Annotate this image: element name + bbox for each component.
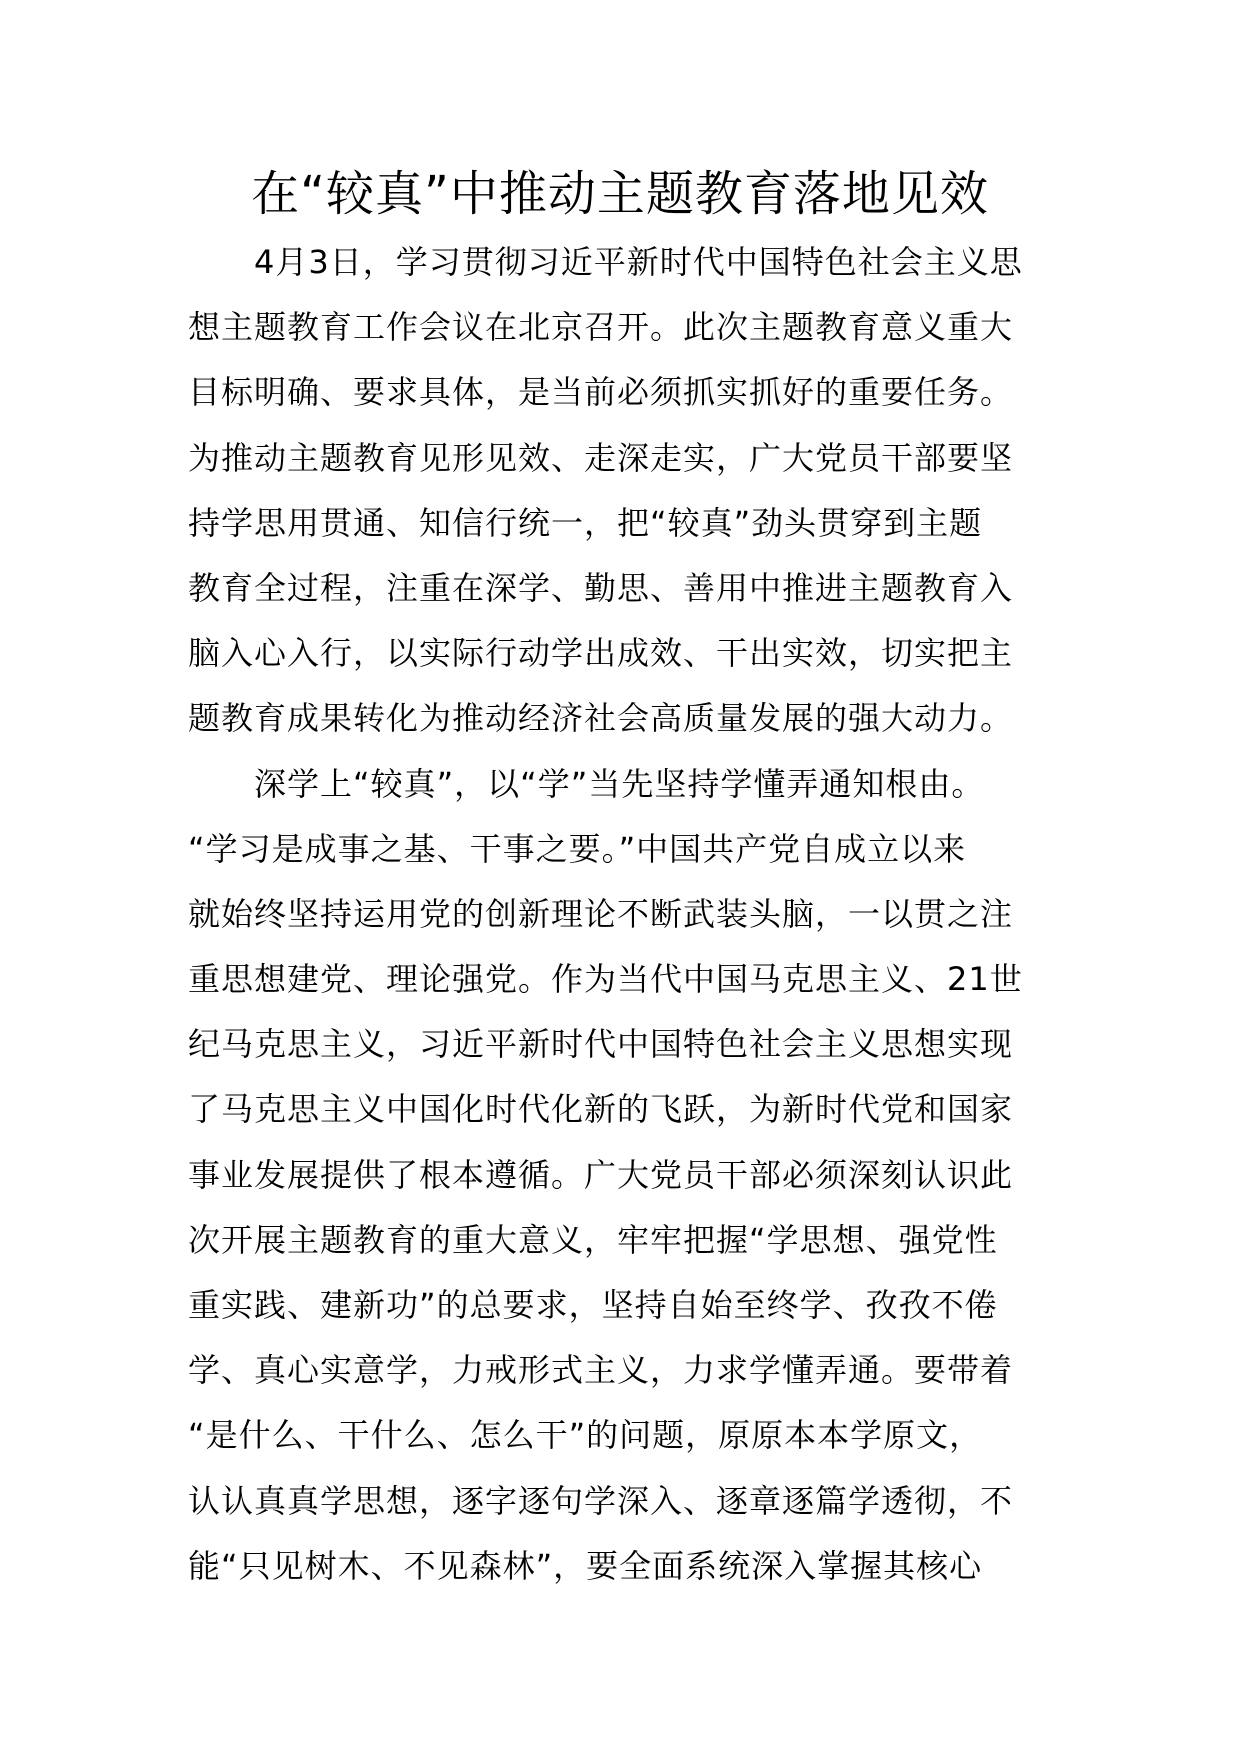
text-line: 题教育成果转化为推动经济社会高质量发展的强大动力。: [188, 699, 1014, 738]
text-line: “学习是成事之基、干事之要。”中国共产党自成立以来: [188, 829, 967, 868]
text-line: 了马克思主义中国化时代化新的飞跃，为新时代党和国家: [188, 1090, 1014, 1129]
text-line: 事业发展提供了根本遵循。广大党员干部必须深刻认识此: [188, 1155, 1014, 1194]
paragraph-1: [188, 230, 1068, 752]
text-line: 持学思用贯通、知信行统一，把“较真”劲头贯穿到主题: [188, 503, 983, 542]
text-line: 深学上“较真”，以“学”当先坚持学懂弄通知根由。: [254, 764, 985, 803]
text-line: 重思想建党、理论强党。作为当代中国马克思主义、21世: [188, 960, 1023, 999]
text-line: 想主题教育工作会议在北京召开。此次主题教育意义重大: [188, 308, 1014, 347]
text-line: 重实践、建新功”的总要求，坚持自始至终学、孜孜不倦: [188, 1286, 998, 1324]
text-line: 脑入心入行，以实际行动学出成效、干出实效，切实把主: [188, 634, 1014, 673]
paragraph-2: [188, 752, 1068, 1599]
document-title: 在“较真”中推动主题教育落地见效: [251, 166, 989, 222]
text-line: 就始终坚持运用党的创新理论不断武装头脑，一以贯之注: [188, 894, 1014, 933]
text-line: 为推动主题教育见形见效、走深走实，广大党员干部要坚: [188, 438, 1014, 477]
text-line: 教育全过程，注重在深学、勤思、善用中推进主题教育入: [188, 568, 1014, 607]
text-line: 4月3日，学习贯彻习近平新时代中国特色社会主义思: [254, 243, 1023, 281]
text-line: “是什么、干什么、怎么干”的问题，原原本本学原文，: [188, 1416, 983, 1455]
text-line: 次开展主题教育的重大意义，牢牢把握“学思想、强党性: [188, 1220, 998, 1259]
document-body: [188, 230, 1068, 1599]
text-line: 能“只见树木、不见森林”，要全面系统深入掌握其核心: [188, 1546, 983, 1585]
text-line: 纪马克思主义，习近平新时代中国特色社会主义思想实现: [188, 1025, 1014, 1064]
text-line: 学、真心实意学，力戒形式主义，力求学懂弄通。要带着: [188, 1351, 1014, 1390]
text-line: 认认真真学思想，逐字逐句学深入、逐章逐篇学透彻，不: [188, 1481, 1014, 1520]
text-line: 目标明确、要求具体，是当前必须抓实抓好的重要任务。: [188, 373, 1014, 412]
